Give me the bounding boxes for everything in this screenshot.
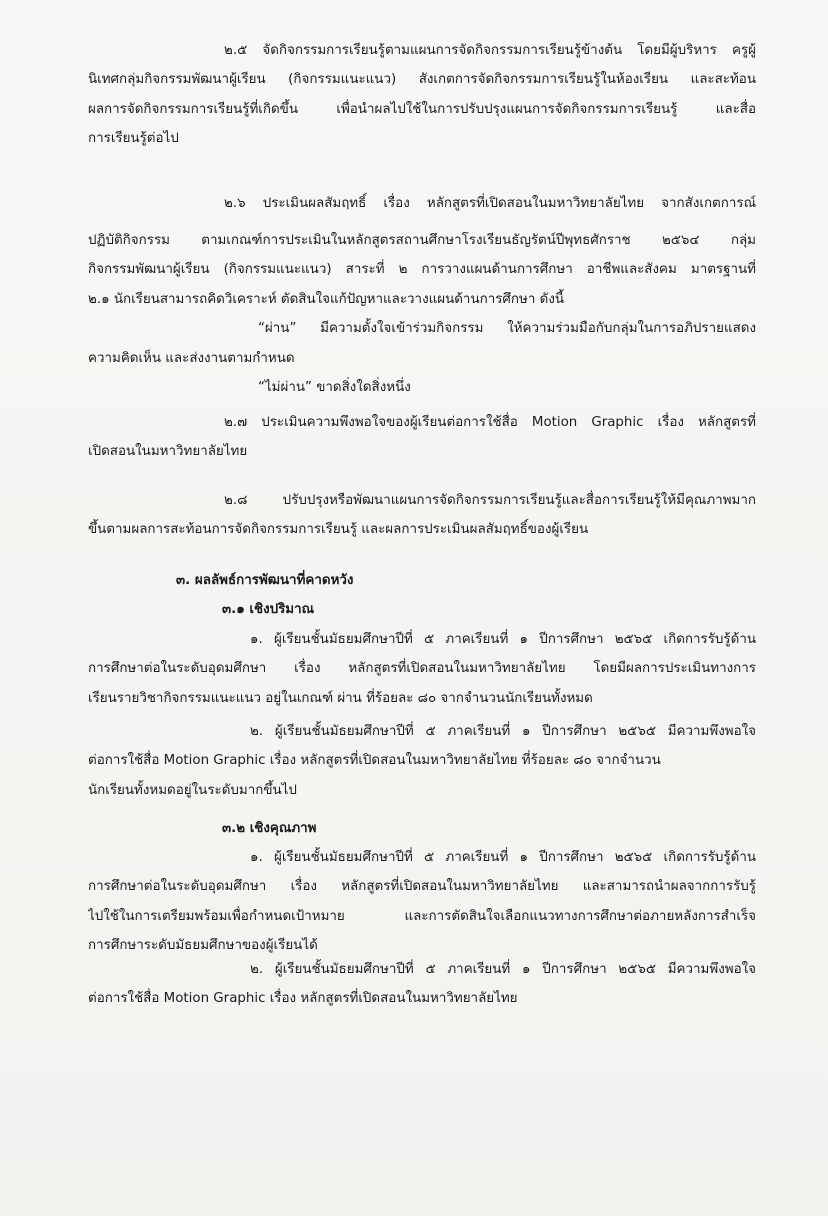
section-2-8 (88, 486, 756, 545)
paragraph-line: ๒. ผู้เรียนชั้นมัธยมศึกษาปีที่ ๕ ภาคเรียนที่ ๑ ปีการศึกษา ๒๕๖๕ มีความพึงพอใจ (250, 962, 756, 977)
quantitative-item-1 (88, 625, 756, 713)
section-3 (88, 566, 756, 625)
qualitative-item-1 (88, 843, 756, 961)
subsection-3-2 (88, 814, 756, 843)
paragraph-line: ความคิดเห็น และส่งงานตามกำหนด (88, 350, 295, 366)
subsection-heading-qualitative: ๓.๒ เชิงคุณภาพ (222, 821, 317, 836)
section-heading: ๓. ผลลัพธ์การพัฒนาที่คาดหวัง (176, 573, 354, 588)
section-2-7 (88, 408, 756, 467)
paragraph-line: การเรียนรู้ต่อไป (88, 131, 179, 147)
paragraph-line: ๑. ผู้เรียนชั้นมัธยมศึกษาปีที่ ๕ ภาคเรียนที่ ๑ ปีการศึกษา ๒๕๖๕ เกิดการรับรู้ด้าน (250, 850, 756, 865)
paragraph-line: ๑. ผู้เรียนชั้นมัธยมศึกษาปีที่ ๕ ภาคเรียนที่ ๑ ปีการศึกษา ๒๕๖๕ เกิดการรับรู้ด้าน (250, 632, 756, 647)
paragraph-line: กิจกรรมพัฒนาผู้เรียน (กิจกรรมแนะแนว) สาระที่ ๒ การวางแผนด้านการศึกษา อาชีพและสังคม มาตรฐานที่ (88, 262, 756, 278)
paragraph-line: ๒.๑ นักเรียนสามารถคิดวิเคราะห์ ตัดสินใจแก้ปัญหาและวางแผนด้านการศึกษา ดังนี้ (88, 291, 565, 307)
quantitative-item-2 (88, 717, 756, 805)
subsection-heading-quantitative: ๓.๑ เชิงปริมาณ (222, 602, 315, 618)
paragraph-line: ขึ้นตามผลการสะท้อนการจัดกิจกรรมการเรียนรู้ และผลการประเมินผลสัมฤทธิ์ของผู้เรียน (88, 522, 589, 538)
paragraph-line: เปิดสอนในมหาวิทยาลัยไทย (88, 444, 248, 460)
paragraph-line: นิเทศกลุ่มกิจกรรมพัฒนาผู้เรียน (กิจกรรมแนะแนว) สังเกตการจัดกิจกรรมการเรียนรู้ในห้องเรียน และสะท้อน (88, 72, 756, 88)
section-2-6-body (88, 226, 756, 402)
paragraph-line: ๒. ผู้เรียนชั้นมัธยมศึกษาปีที่ ๕ ภาคเรียนที่ ๑ ปีการศึกษา ๒๕๖๕ มีความพึงพอใจ (250, 724, 756, 739)
criteria-pass: “ผ่าน” มีความตั้งใจเข้าร่วมกิจกรรม ให้ความร่วมมือกับกลุ่มในการอภิปรายแสดง (258, 321, 756, 337)
paragraph-line: ปฏิบัติกิจกรรม ตามเกณฑ์การประเมินในหลักสูตรสถานศึกษาโรงเรียนธัญรัตน์ปีพุทธศักราช ๒๕๖๔ กลุ่ม (88, 233, 756, 248)
paragraph-line: เรียนรายวิชากิจกรรมแนะแนว อยู่ในเกณฑ์ ผ่าน ที่ร้อยละ ๘๐ จากจำนวนนักเรียนทั้งหมด (88, 690, 593, 706)
paragraph-line: ๒.๘ ปรับปรุงหรือพัฒนาแผนการจัดกิจกรรมการเรียนรู้และสื่อการเรียนรู้ให้มีคุณภาพมาก (224, 493, 756, 508)
paragraph-line: นักเรียนทั้งหมดอยู่ในระดับมากขึ้นไป (88, 782, 297, 798)
paragraph-line: การศึกษาต่อในระดับอุดมศึกษา เรื่อง หลักสูตรที่เปิดสอนในมหาวิทยาลัยไทย โดยมีผลการประเมินทางการ (88, 661, 756, 677)
paragraph-line: ๒.๖ ประเมินผลสัมฤทธิ์ เรื่อง หลักสูตรที่เปิดสอนในมหาวิทยาลัยไทย จากสังเกตการณ์ (224, 196, 756, 211)
paragraph-line: การศึกษาระดับมัธยมศึกษาของผู้เรียนได้ (88, 938, 318, 954)
criteria-fail: “ไม่ผ่าน” ขาดสิ่งใดสิ่งหนึ่ง (258, 380, 411, 396)
paragraph-line: การศึกษาต่อในระดับอุดมศึกษา เรื่อง หลักสูตรที่เปิดสอนในมหาวิทยาลัยไทย และสามารถนำผลจากการรับรู้ (88, 879, 756, 895)
paragraph-line: ต่อการใช้สื่อ Motion Graphic เรื่อง หลักสูตรที่เปิดสอนในมหาวิทยาลัยไทย (88, 991, 518, 1007)
paragraph-line: ต่อการใช้สื่อ Motion Graphic เรื่อง หลักสูตรที่เปิดสอนในมหาวิทยาลัยไทย ที่ร้อยละ ๘๐ จากจำนวน (88, 753, 661, 769)
qualitative-item-2 (88, 955, 756, 1014)
paragraph-line: ผลการจัดกิจกรรมการเรียนรู้ที่เกิดขึ้น เพื่อนำผลไปใช้ในการปรับปรุงแผนการจัดกิจกรรมการเรียนรู้ และสื่อ (88, 101, 756, 117)
section-2-5 (88, 36, 756, 154)
paragraph-line: ๒.๕ จัดกิจกรรมการเรียนรู้ตามแผนการจัดกิจกรรมการเรียนรู้ข้างต้น โดยมีผู้บริหาร ครูผู้ (224, 43, 756, 58)
section-2-6 (88, 189, 756, 218)
paragraph-line: ๒.๗ ประเมินความพึงพอใจของผู้เรียนต่อการใช้สื่อ Motion Graphic เรื่อง หลักสูตรที่ (224, 415, 756, 430)
paragraph-line: ไปใช้ในการเตรียมพร้อมเพื่อกำหนดเป้าหมาย และการตัดสินใจเลือกแนวทางการศึกษาต่อภายหลังการสำเร็จ (88, 908, 756, 924)
